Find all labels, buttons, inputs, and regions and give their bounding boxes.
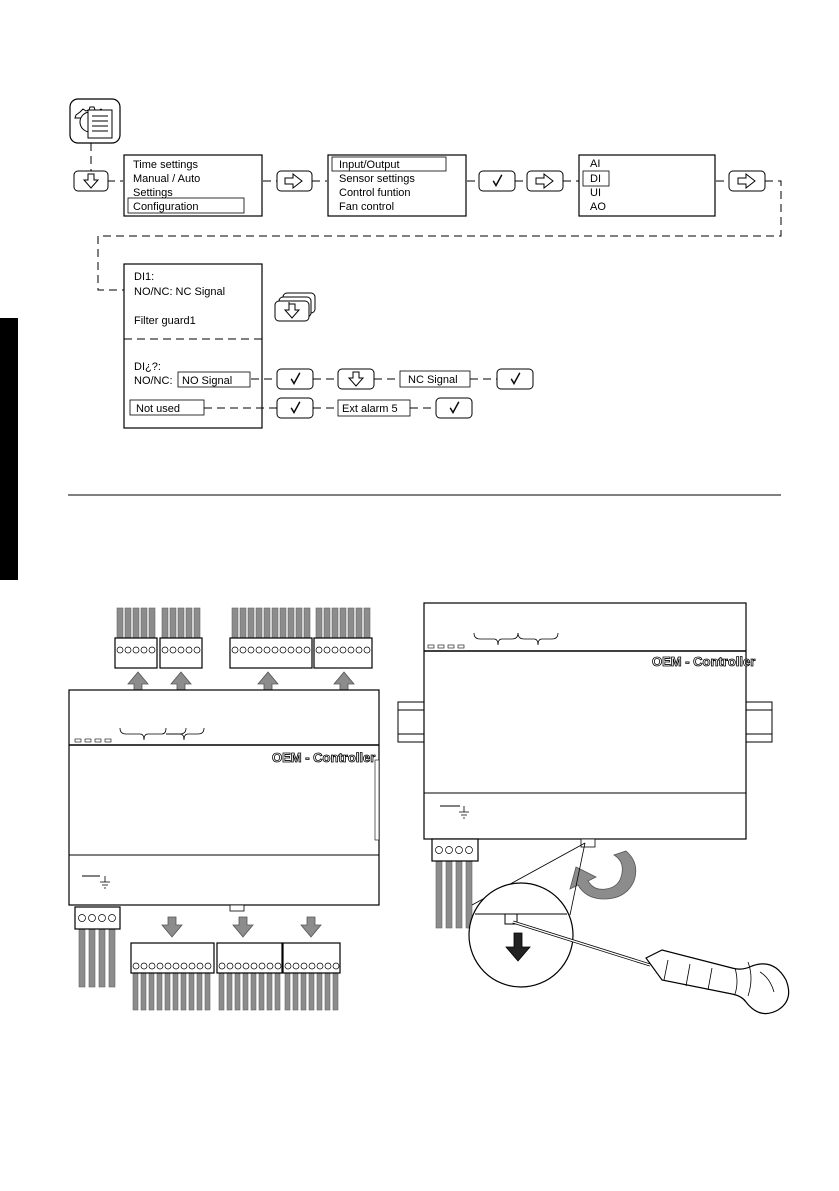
di-nonc-line: NO/NC: NC Signal [134,286,226,298]
confirm-check-button[interactable] [436,398,472,418]
menu-1-item[interactable]: Time settings [133,159,199,171]
di-title: DI1: [134,271,155,283]
arrow-down-button[interactable] [338,369,374,389]
di-title-2: DI¿?: [134,361,161,373]
menu-1-item[interactable]: Configuration [133,201,199,213]
arrow-down-icon [233,917,253,937]
menu-2-screen [328,155,466,216]
confirm-check-button[interactable] [479,171,515,191]
function-new-value: Ext alarm 5 [342,403,398,415]
di-function: Filter guard1 [134,315,196,327]
menu-1-item[interactable]: Manual / Auto [133,173,201,185]
settings-gear-icon[interactable] [70,99,120,143]
menu-2-item[interactable]: Input/Output [339,159,400,171]
menu-3-item[interactable]: AI [590,158,601,170]
arrow-down-icon [162,917,182,937]
function-value-field[interactable]: Not used [136,403,181,415]
power-connector-left [75,907,120,987]
arrow-down-button[interactable] [74,171,108,191]
terminal-block-top [115,608,372,668]
menu-2-item[interactable]: Sensor settings [339,173,415,185]
controller-device-left [69,690,379,911]
menu-2-item[interactable]: Control funtion [339,187,411,199]
confirm-check-button[interactable] [277,369,313,389]
arrow-right-button[interactable] [527,171,563,191]
menu-3-item[interactable]: UI [590,187,601,199]
nonc-value-field[interactable]: NO Signal [182,375,233,387]
menu-3-item[interactable]: AO [590,201,606,213]
terminal-block-bottom [131,943,340,1010]
controller-device-right [398,603,772,847]
side-tab [0,318,18,580]
arrow-up-icon [258,672,278,692]
di-screen [124,264,262,428]
arrow-right-button[interactable] [277,171,312,191]
menu-3-item[interactable]: DI [590,173,601,185]
stacked-arrow-down-icon[interactable] [275,293,315,321]
arrow-right-button[interactable] [729,171,765,191]
device-label-right: OEM - Controller [652,654,756,669]
confirm-check-button[interactable] [497,369,533,389]
menu-3-screen [579,155,715,216]
arrow-down-icon [301,917,321,937]
confirm-check-button[interactable] [277,398,313,418]
menu-1-screen [124,155,262,216]
arrow-up-icon [334,672,354,692]
power-connector-right [432,839,478,928]
arrow-up-icon [171,672,191,692]
zoom-callout [469,843,585,987]
rotate-arrow-icon [570,851,636,899]
device-label-left: OEM - Controller [272,750,376,765]
di-nonc-label: NO/NC: [134,375,173,387]
arrow-up-icon [128,672,148,692]
nonc-new-value: NC Signal [408,374,458,386]
menu-2-item[interactable]: Fan control [339,201,395,213]
menu-1-item[interactable]: Settings [133,187,173,199]
